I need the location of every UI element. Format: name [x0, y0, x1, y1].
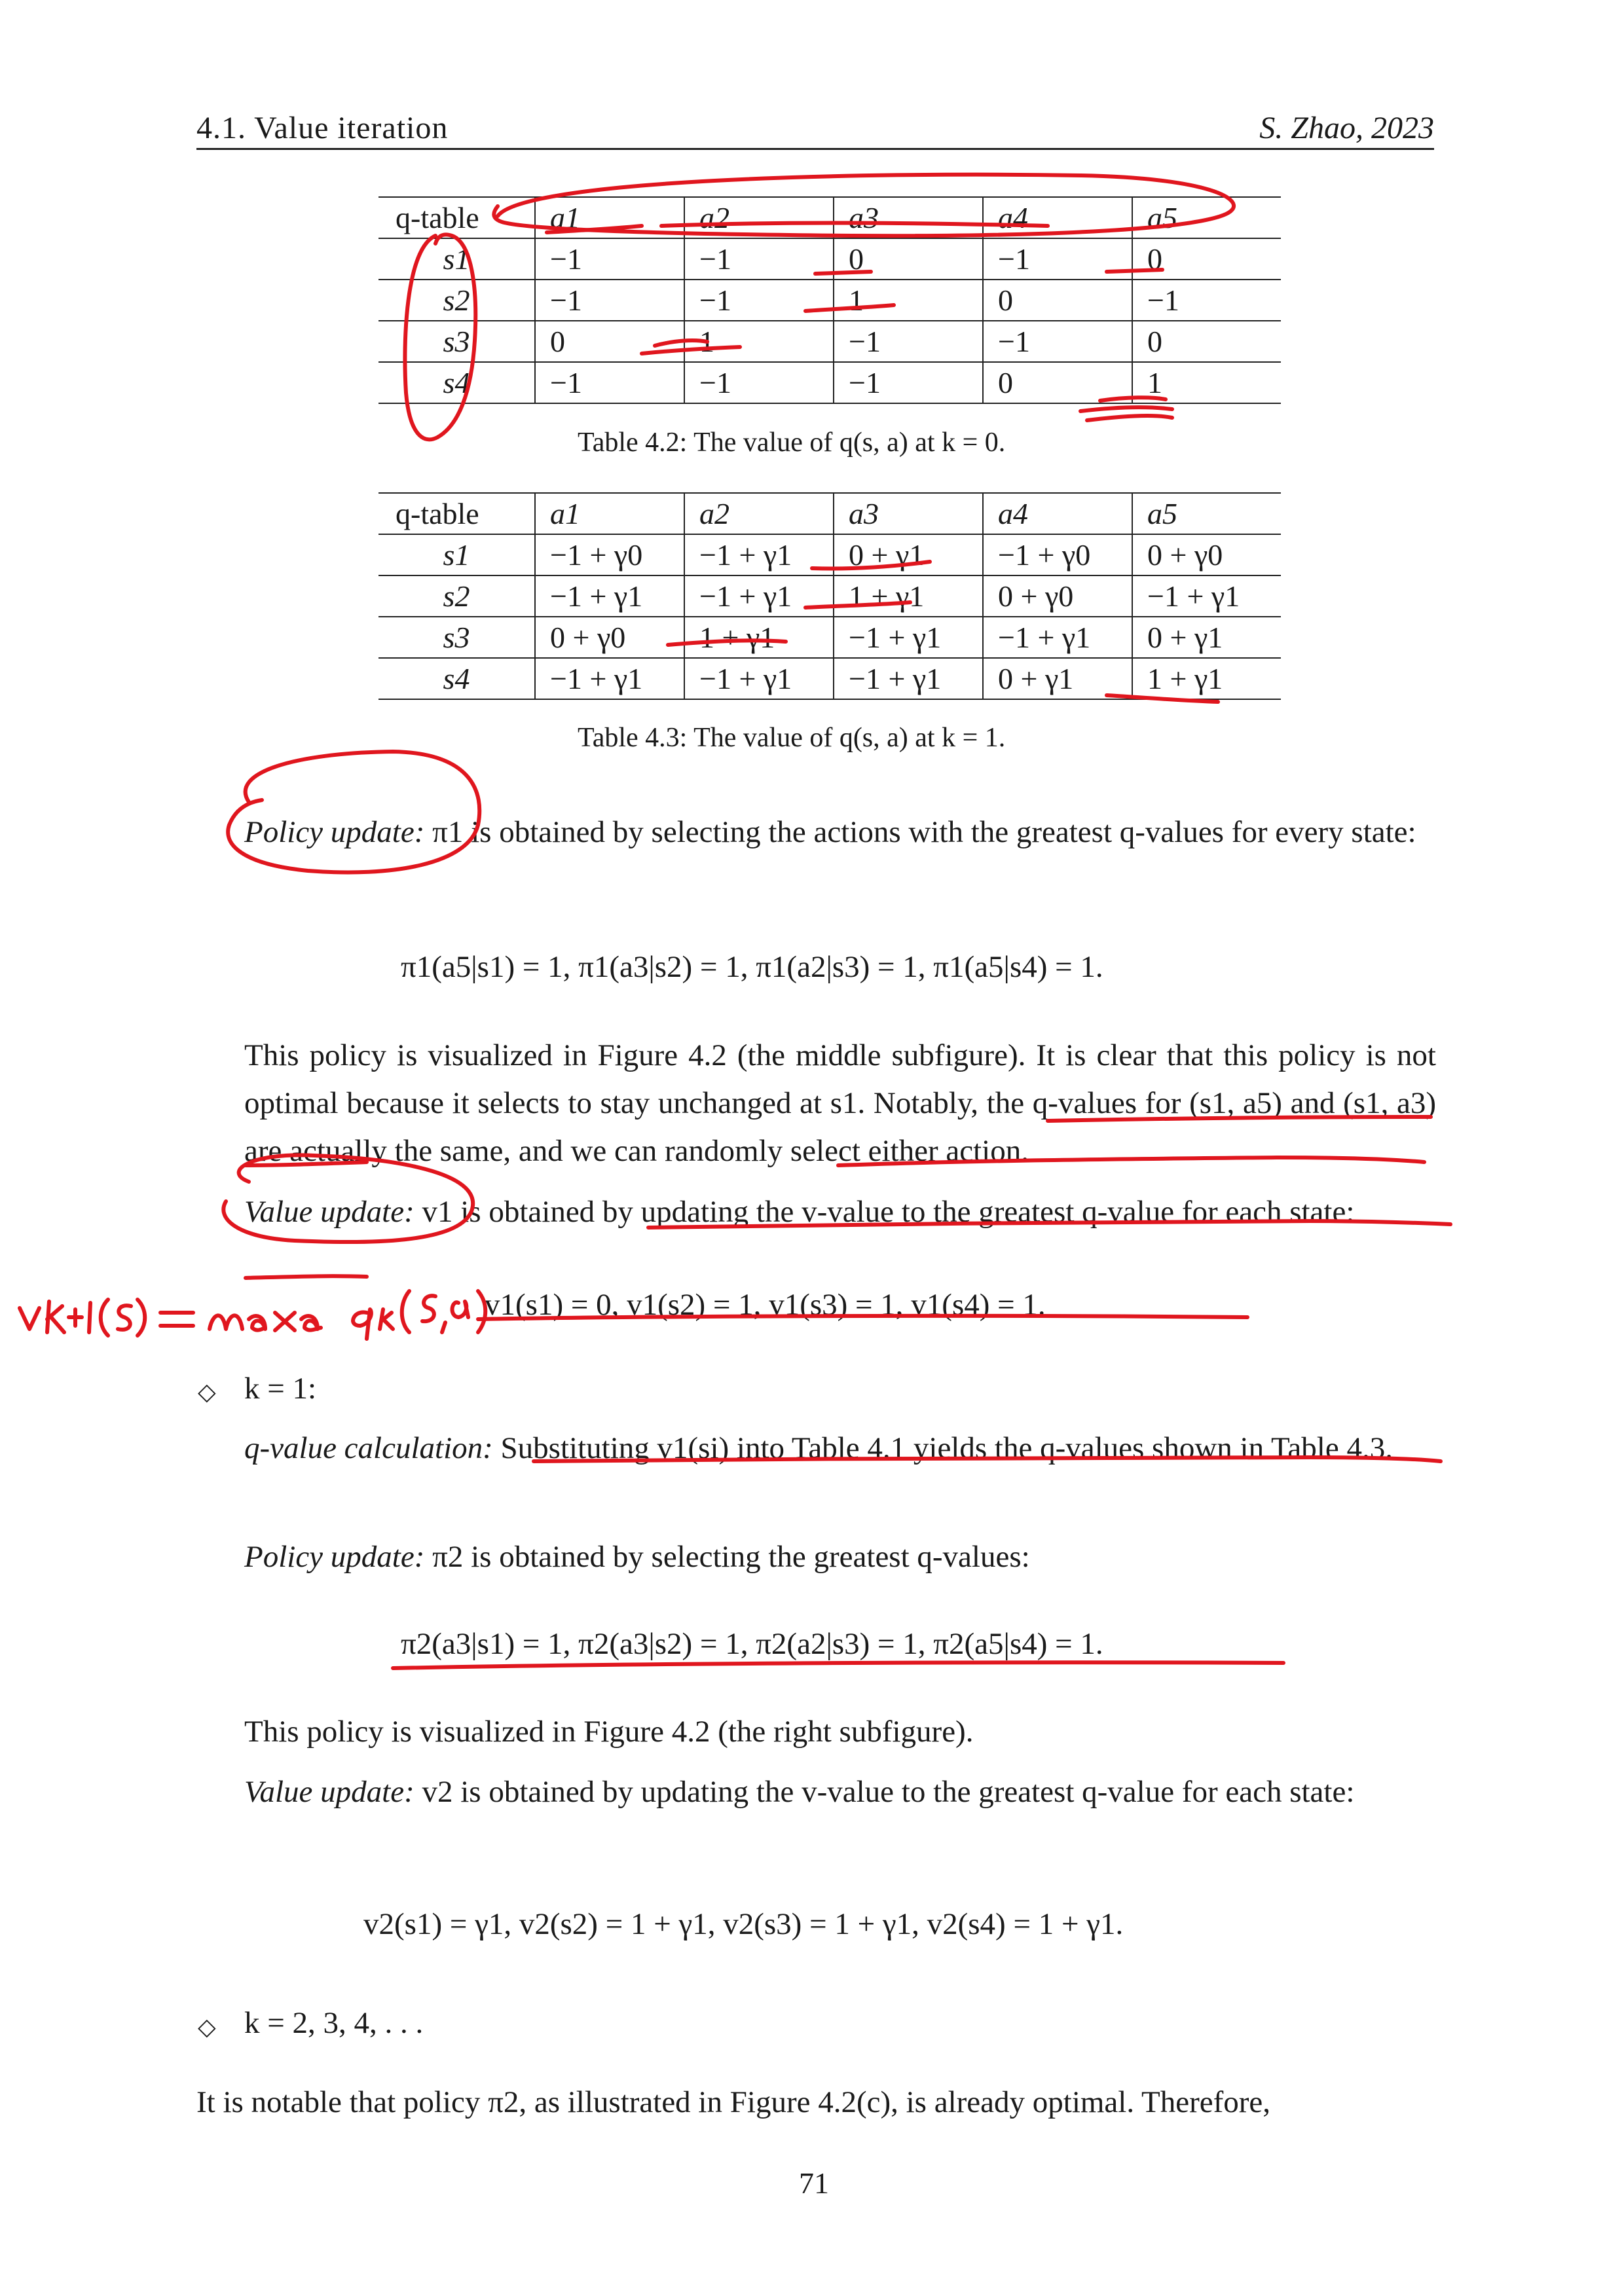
table-column-header: a3 — [834, 493, 983, 534]
table-corner-label: q-table — [378, 197, 535, 238]
ink-circle-policy-update — [228, 752, 479, 872]
ink-underline-v1 — [478, 1316, 1247, 1319]
ink-formula-plus — [69, 1309, 82, 1326]
value-update-2-text: v2 is obtained by updating the v-value to the greatest q-value for each state: — [422, 1775, 1355, 1809]
ink-formula-k — [47, 1302, 64, 1332]
ink-ellipse-header — [494, 175, 1234, 236]
table-cell: −1 + γ1 — [834, 658, 983, 699]
table-cell: −1 + γ1 — [535, 658, 684, 699]
table-column-header: a1 — [535, 197, 684, 238]
equation-v1: v1(s1) = 0, v1(s2) = 1, v1(s3) = 1, v1(s4) = 1. — [485, 1288, 1046, 1322]
bullet-k1: k = 1: — [244, 1372, 317, 1406]
table-cell: −1 — [535, 238, 684, 280]
qvalue-calculation-label: q-value calculation: — [244, 1431, 493, 1465]
ink-mark-t2-s4a5 — [1107, 695, 1218, 702]
table-cell: −1 — [834, 362, 983, 403]
table-column-header: a3 — [834, 197, 983, 238]
table-cell: −1 + γ1 — [983, 617, 1132, 658]
table-cell: −1 — [535, 280, 684, 321]
equation-pi1: π1(a5|s1) = 1, π1(a3|s2) = 1, π1(a2|s3) = 1, π1(a5|s4) = 1. — [401, 950, 1103, 984]
ink-mark-t2-s2a3 — [805, 602, 910, 608]
table-4-2-caption: Table 4.2: The value of q(s, a) at k = 0. — [578, 428, 1006, 458]
table-cell: 1 + γ1 — [684, 617, 834, 658]
table-cell: 0 + γ1 — [983, 658, 1132, 699]
value-update-2-label: Value update: — [244, 1775, 415, 1809]
table-cell: 1 — [1132, 362, 1281, 403]
running-header-section: 4.1. Value iteration — [196, 111, 449, 145]
table-cell: −1 + γ1 — [1132, 575, 1281, 617]
policy-update-text: π1 is obtained by selecting the actions with the greatest q-values for every state: — [432, 815, 1416, 849]
table-cell: 0 + γ0 — [1132, 534, 1281, 575]
ink-formula-max — [210, 1313, 321, 1330]
table-cell: 0 — [535, 321, 684, 362]
ink-formula-one — [89, 1303, 90, 1332]
ink-formula-k2 — [380, 1309, 393, 1329]
table-cell: −1 — [1132, 280, 1281, 321]
ink-ellipse-states — [405, 234, 475, 439]
ink-mark-a5-bottom — [1080, 397, 1172, 420]
final-paragraph: It is notable that policy π2, as illustrated in Figure 4.2(c), is already optimal. Therefore, — [196, 2085, 1270, 2119]
ink-mark-t2-s1a3 — [812, 562, 930, 569]
bullet-k2: k = 2, 3, 4, . . . — [244, 2006, 424, 2040]
table-cell: 0 — [1132, 238, 1281, 280]
table-cell: −1 — [684, 362, 834, 403]
ink-mark-s3a2b — [655, 340, 707, 346]
table-cell: −1 + γ1 — [684, 575, 834, 617]
table-column-header: a2 — [684, 197, 834, 238]
equation-pi2: π2(a3|s1) = 1, π2(a3|s2) = 1, π2(a2|s3) = 1, π2(a5|s4) = 1. — [401, 1627, 1103, 1661]
table-cell: −1 + γ0 — [535, 534, 684, 575]
table-cell: −1 — [983, 321, 1132, 362]
ink-mark-t2-s3a2 — [668, 640, 786, 645]
ink-mark-s1a3 — [815, 272, 871, 274]
ink-underline-notably — [1048, 1117, 1431, 1121]
table-cell: −1 — [535, 362, 684, 403]
table-cell: 1 — [684, 321, 834, 362]
ink-underline-pi2 — [393, 1662, 1283, 1668]
value-update-text: v1 is obtained by updating the v-value to the greatest q-value for each state: — [422, 1195, 1355, 1229]
running-header-author: S. Zhao, 2023 — [1259, 111, 1434, 145]
table-cell: 1 + γ1 — [834, 575, 983, 617]
table-row-state: s1 — [378, 238, 535, 280]
ink-formula-args — [402, 1291, 486, 1332]
table-cell: −1 — [983, 238, 1132, 280]
table-row-state: s3 — [378, 321, 535, 362]
ink-mark-s2a3 — [805, 305, 894, 311]
policy-update-label: Policy update: — [244, 815, 425, 849]
table-cell: 0 — [983, 280, 1132, 321]
table-column-header: a4 — [983, 493, 1132, 534]
table-row-state: s4 — [378, 362, 535, 403]
table-corner-label: q-table — [378, 493, 535, 534]
ink-underline-s1a5 — [246, 1162, 367, 1165]
diamond-bullet-icon: ◇ — [198, 2014, 216, 2040]
table-cell: −1 + γ1 — [834, 617, 983, 658]
table-cell: −1 + γ1 — [684, 534, 834, 575]
diamond-bullet-icon: ◇ — [198, 1379, 216, 1405]
policy-visualized-paragraph: This policy is visualized in Figure 4.2 (the middle subfigure). It is clear that this policy is not optimal because it selects to stay unchanged at s1. Notably, the q-values for (s1, a5) and (s1, a3) are actually the same, and we can randomly select either action. — [244, 1038, 1436, 1168]
ink-underline-header — [661, 223, 1048, 226]
table-cell: 0 — [983, 362, 1132, 403]
qvalue-calculation-text: Substituting v1(si) into Table 4.1 yields the q-values shown in Table 4.3. — [500, 1431, 1393, 1465]
table-cell: 0 + γ1 — [834, 534, 983, 575]
table-column-header: a1 — [535, 493, 684, 534]
table-column-header: a5 — [1132, 197, 1281, 238]
table-cell: −1 + γ0 — [983, 534, 1132, 575]
table-column-header: a4 — [983, 197, 1132, 238]
table-cell: 0 — [1132, 321, 1281, 362]
ink-formula-equals — [160, 1313, 193, 1326]
policy-2-visualized-paragraph: This policy is visualized in Figure 4.2 (the right subfigure). — [244, 1715, 974, 1749]
table-column-header: a2 — [684, 493, 834, 534]
policy-update-2-text: π2 is obtained by selecting the greatest q-values: — [432, 1540, 1030, 1574]
page-number: 71 — [799, 2166, 829, 2200]
value-update-label: Value update: — [244, 1195, 415, 1229]
table-row-state: s1 — [378, 534, 535, 575]
table-row-state: s4 — [378, 658, 535, 699]
table-cell: −1 — [684, 238, 834, 280]
ink-formula-q — [353, 1309, 371, 1339]
table-cell: 0 + γ0 — [535, 617, 684, 658]
ink-circle-value-update — [223, 1155, 473, 1242]
table-cell: −1 — [684, 280, 834, 321]
table-cell: −1 + γ1 — [684, 658, 834, 699]
table-cell: 0 — [834, 238, 983, 280]
ink-line-state — [246, 1276, 367, 1278]
table-row-state: s3 — [378, 617, 535, 658]
table-row-state: s2 — [378, 575, 535, 617]
table-cell: 1 — [834, 280, 983, 321]
table-row-state: s2 — [378, 280, 535, 321]
ink-formula-s — [118, 1305, 131, 1330]
table-4-3-caption: Table 4.3: The value of q(s, a) at k = 1. — [578, 723, 1006, 753]
table-column-header: a5 — [1132, 493, 1281, 534]
table-cell: −1 — [834, 321, 983, 362]
table-cell: 0 + γ1 — [1132, 617, 1281, 658]
ink-underline-substituting — [534, 1457, 1441, 1461]
policy-update-2-label: Policy update: — [244, 1540, 425, 1574]
ink-underline-same — [838, 1157, 1424, 1165]
table-cell: −1 + γ1 — [535, 575, 684, 617]
ink-underline-byupdating — [648, 1221, 1450, 1228]
ink-formula-v — [20, 1308, 39, 1329]
table-cell: 0 + γ0 — [983, 575, 1132, 617]
ink-mark-s3a2 — [642, 347, 740, 354]
ink-mark-s1a5 — [1107, 270, 1162, 272]
equation-v2: v2(s1) = γ1, v2(s2) = 1 + γ1, v2(s3) = 1 + γ1, v2(s4) = 1 + γ1. — [363, 1907, 1124, 1941]
table-cell: 1 + γ1 — [1132, 658, 1281, 699]
